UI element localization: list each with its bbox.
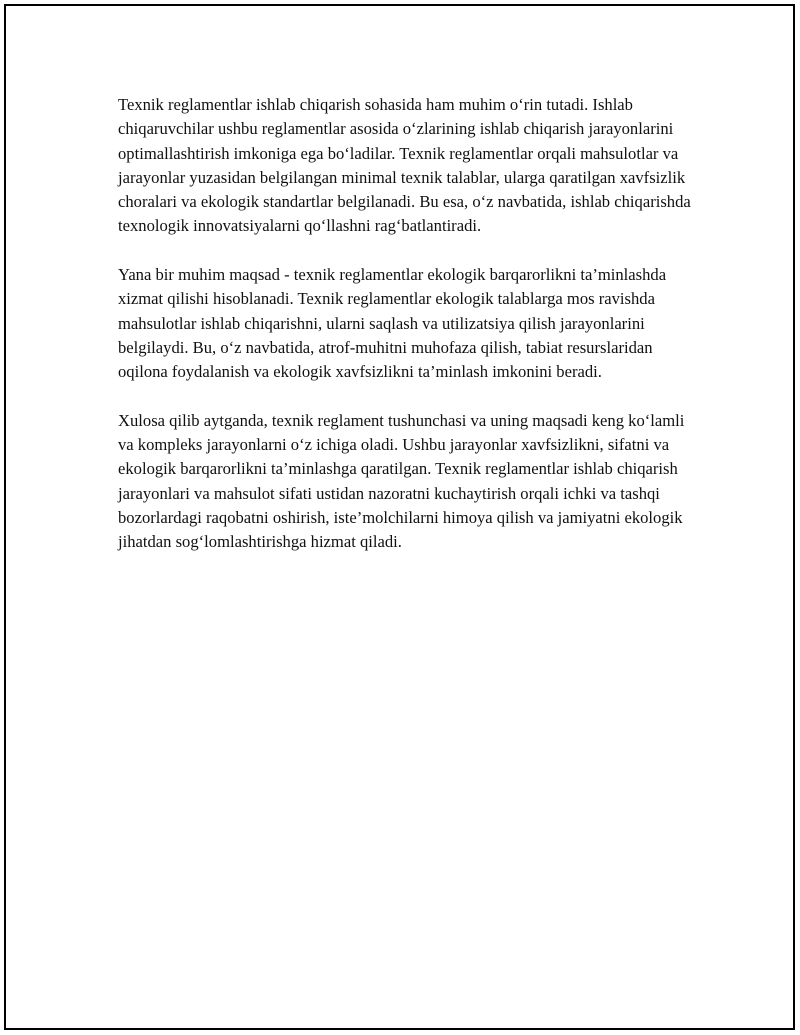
paragraph-2: Yana bir muhim maqsad - texnik reglamentlar ekologik barqarorlikni ta’minlashda xizmat qilishi hisoblanadi. Texnik reglamentlar ekologik talablarga mos ravishda mahsulotlar ishlab chiqarishni, ularni saqlash va utilizatsiya qilish jarayonlarini belgilaydi. Bu, o‘z navbatida, atrof-muhitni muhofaza qilish, tabiat resurslaridan oqilona foydalanish va ekologik xavfsizlikni ta’minlash imkonini beradi. — [118, 265, 667, 382]
paragraph-1: Texnik reglamentlar ishlab chiqarish sohasida ham muhim o‘rin tutadi. Ishlab chiqaruvchilar ushbu reglamentlar asosida o‘zlarining ishlab chiqarish jarayonlarini optimallashtirish imkoniga ega bo‘ladilar. Texnik reglamentlar orqali mahsulotlar va jarayonlar yuzasidan belgilangan minimal texnik talablar, ularga qaratilgan xavfsizlik choralari va ekologik standartlar belgilanadi. Bu esa, o‘z navbatida, ishlab chiqarishda texnologik innovatsiyalarni qo‘llashni rag‘batlantiradi. — [118, 95, 691, 236]
document-body — [118, 93, 698, 579]
paragraph-3: Xulosa qilib aytganda, texnik reglament tushunchasi va uning maqsadi keng ko‘lamli va kompleks jarayonlarni o‘z ichiga oladi. Ushbu jarayonlar xavfsizlikni, sifatni va ekologik barqarorlikni ta’minlashga qaratilgan. Texnik reglamentlar ishlab chiqarish jarayonlari va mahsulot sifati ustidan nazoratni kuchaytirish orqali ichki va tashqi bozorlardagi raqobatni oshirish, iste’molchilarni himoya qilish va jamiyatni ekologik jihatdan sog‘lomlashtirishga hizmat qiladi. — [118, 410, 685, 552]
